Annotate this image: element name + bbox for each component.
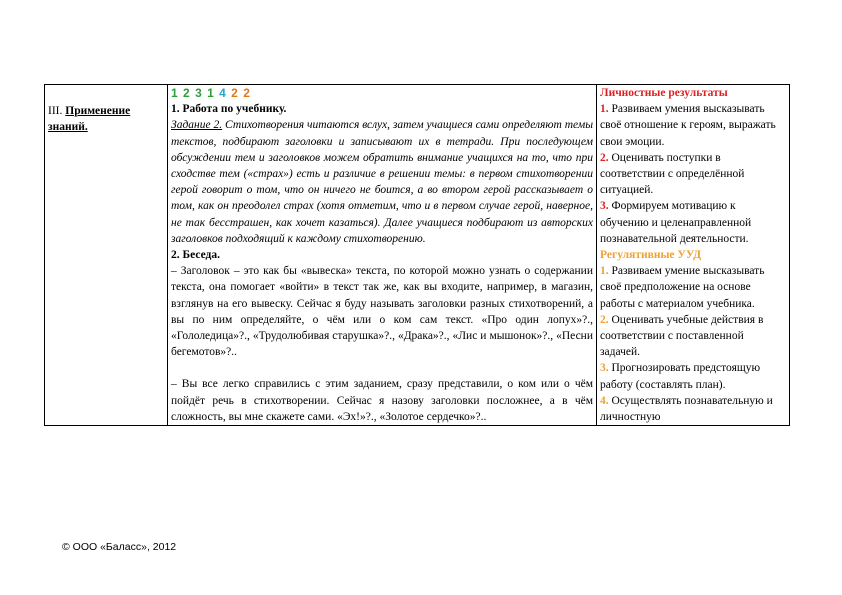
regulatory-uud-item-number: 3.: [600, 362, 609, 375]
personal-result-item-text: Оценивать поступки в соответствии с определённой ситуацией.: [600, 151, 745, 197]
stage-cell: [45, 85, 168, 426]
personal-result-item: [600, 198, 786, 247]
regulatory-uud-item-number: 1.: [600, 265, 609, 278]
regulatory-uud-item: [600, 312, 786, 361]
teacher-speech-2: – Вы все легко справились с этим заданием, сразу представили, о ком или о чём пойдёт речь в стихотворении. Сейчас я назову заголовки посложнее, а в чём сложность, вы мне скажете сами. «Эх!»?., «Золотое сердечко»?..: [171, 378, 593, 423]
table-row: [45, 85, 790, 426]
regulatory-uud-item-text: Оценивать учебные действия в соответствии с поставленной задачей.: [600, 313, 764, 359]
stage-title: [48, 103, 164, 135]
results-cell: [597, 85, 790, 426]
personal-results-title: Личностные результаты: [600, 87, 728, 99]
personal-results-list: [600, 101, 786, 247]
activity-heading-conversation: 2. Беседа.: [171, 249, 220, 262]
activity-code-digit: 2: [183, 86, 191, 100]
stage-label: Применение знаний.: [48, 105, 131, 134]
activity-code-digit: 1: [171, 86, 179, 100]
regulatory-uud-item-text: Осуществлять познавательную и личностную: [600, 394, 773, 424]
regulatory-uud-item: [600, 263, 786, 312]
activity-code-digit: 3: [195, 86, 203, 100]
regulatory-uud-item: [600, 393, 786, 425]
personal-result-item: [600, 150, 786, 199]
personal-result-item-text: Развиваем умения высказывать своё отношение к героям, выражать свои эмоции.: [600, 103, 776, 148]
personal-result-item-text: Формируем мотивацию к обучению и целенаправленной познавательной деятельности.: [600, 200, 752, 245]
teacher-speech-1: – Заголовок – это как бы «вывеска» текста, по которой можно узнать о содержании текста, она помогает «войти» в текст так же, как вы входите, например, в магазин, взглянув на его вывеску. Сейчас я буду называть заголовки разных стихотворений, а вы по ним определяйте, о чём или о ком сам текст. «Про один лопух»?., «Гололедица»?., «Трудолюбивая старушка»?., «Драка»?., «Лис и мышонок»?., «Песни бегемотов»?..: [171, 265, 593, 359]
personal-result-item-number: 1.: [600, 103, 609, 116]
activity-code-digit: 2: [231, 86, 239, 100]
regulatory-uud-title: Регулятивные УУД: [600, 249, 702, 262]
activity-cell: [168, 85, 597, 426]
regulatory-uud-item-number: 2.: [600, 313, 609, 326]
task-title: Задание 2.: [171, 119, 223, 132]
regulatory-uud-item: [600, 360, 786, 392]
personal-result-item: [600, 101, 786, 150]
personal-result-item-number: 3.: [600, 200, 609, 213]
task-paragraph: [171, 117, 593, 247]
regulatory-uud-list: [600, 263, 786, 425]
activity-heading-textbook: 1. Работа по учебнику.: [171, 103, 287, 116]
regulatory-uud-item-number: 4.: [600, 394, 609, 407]
stage-number: III.: [48, 105, 63, 117]
activity-codes: [171, 85, 593, 101]
personal-result-item-number: 2.: [600, 151, 609, 164]
activity-code-digit: 2: [243, 86, 251, 100]
regulatory-uud-item-text: Развиваем умение высказывать своё предположение на основе работы с материалом учебника.: [600, 265, 765, 310]
regulatory-uud-item-text: Прогнозировать предстоящую работу (составлять план).: [600, 362, 761, 391]
copyright-footer: © ООО «Баласс», 2012: [62, 541, 177, 553]
activity-code-digit: 1: [207, 86, 215, 100]
lesson-table: [44, 84, 790, 426]
activity-code-digit: 4: [219, 86, 227, 100]
task-text: Стихотворения читаются вслух, затем учащиеся сами определяют темы текстов, подбирают заголовки и записывают их в тетради. При последующем обсуждении тем и заголовков можем обратить внимание учащихся на то, что при сходстве тем («страх») есть и различие в решении темы: в первом стихотворении герой говорит о том, что он ничего не боится, а во втором герой рассказывает о том, как он преодолел страх (хотя отметим, что и в первом случае герой, наверное, не так бесстрашен, как хочет казаться). Далее учащиеся подбирают из авторских заголовков подходящий к каждому стихотворению.: [171, 119, 593, 245]
